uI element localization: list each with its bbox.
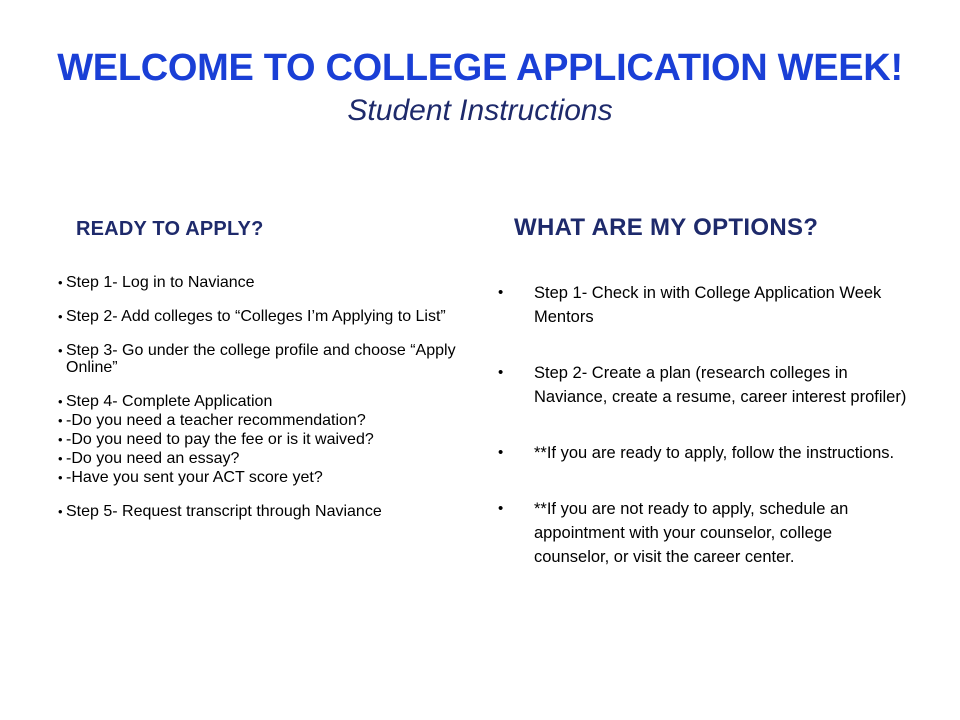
list-item-step-4: • Step 4- Complete Application bbox=[58, 393, 458, 410]
list-item-act-score: • -Have you sent your ACT score yet? bbox=[58, 469, 458, 486]
list-item-step-2: • Step 2- Add colleges to “Colleges I’m Applying to List” bbox=[58, 308, 458, 325]
list-item-option-ready: • **If you are ready to apply, follow the instructions. bbox=[498, 441, 908, 465]
list-item-step-1: • Step 1- Log in to Naviance bbox=[58, 274, 458, 291]
what-are-my-options-heading: WHAT ARE MY OPTIONS? bbox=[514, 214, 819, 241]
list-item-fee: • -Do you need to pay the fee or is it waived? bbox=[58, 431, 458, 448]
options-list bbox=[498, 281, 908, 601]
list-item-step-5: • Step 5- Request transcript through Naviance bbox=[58, 503, 458, 520]
ready-to-apply-heading: READY TO APPLY? bbox=[76, 218, 264, 240]
list-item-option-step-2: • Step 2- Create a plan (research colleges in Naviance, create a resume, career interest profiler) bbox=[498, 361, 908, 409]
slide-subtitle: Student Instructions bbox=[347, 94, 613, 127]
slide-title: WELCOME TO COLLEGE APPLICATION WEEK! bbox=[57, 47, 903, 89]
list-item-option-not-ready: • **If you are not ready to apply, schedule an appointment with your counselor, college counselor, or visit the career center. bbox=[498, 497, 908, 569]
list-item-teacher-recommendation: • -Do you need a teacher recommendation? bbox=[58, 412, 458, 429]
list-item-step-3: • Step 3- Go under the college profile and choose “Apply Online” bbox=[58, 342, 458, 376]
list-item-option-step-1: • Step 1- Check in with College Application Week Mentors bbox=[498, 281, 908, 329]
slide-title-block bbox=[0, 44, 960, 130]
list-item-essay: • -Do you need an essay? bbox=[58, 450, 458, 467]
ready-to-apply-list bbox=[58, 274, 458, 520]
